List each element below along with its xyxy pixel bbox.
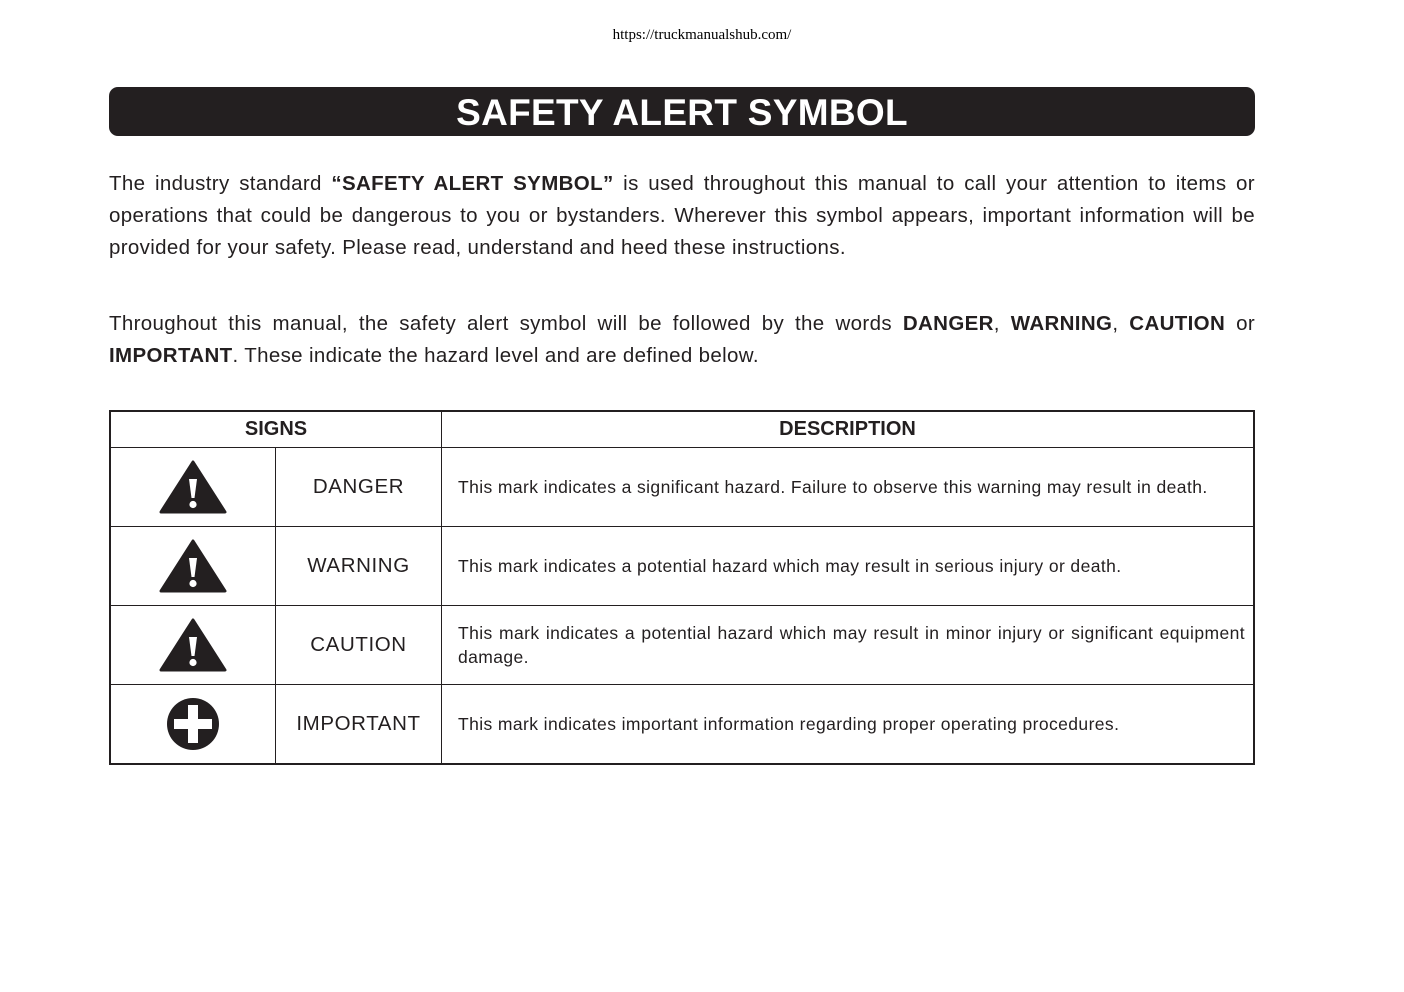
header-description: DESCRIPTION — [442, 411, 1255, 448]
sign-label: IMPORTANT — [276, 685, 442, 765]
warning-triangle-icon — [111, 538, 275, 594]
word-caution: CAUTION — [1129, 312, 1226, 335]
sign-description: This mark indicates a potential hazard which may result in serious injury or death. — [442, 527, 1255, 606]
sign-icon-cell — [110, 448, 276, 527]
separator: , — [1112, 312, 1130, 335]
signs-table — [109, 410, 1255, 765]
sign-description: This mark indicates important information regarding proper operating procedures. — [442, 685, 1255, 765]
source-url: https://truckmanualshub.com/ — [612, 27, 792, 43]
header-signs: SIGNS — [110, 411, 442, 448]
plus-circle-icon — [111, 696, 275, 752]
hazard-levels-paragraph — [109, 308, 1255, 372]
sign-label: WARNING — [276, 527, 442, 606]
table-header-row — [110, 411, 1254, 448]
separator: , — [993, 312, 1011, 335]
word-danger: DANGER — [902, 312, 994, 335]
levels-text-end: . These indicate the hazard level and are defined below. — [232, 344, 759, 367]
sign-icon-cell — [110, 527, 276, 606]
separator: or — [1225, 312, 1255, 335]
sign-label: DANGER — [276, 448, 442, 527]
table-row — [110, 685, 1254, 765]
intro-text-start: The industry standard — [109, 172, 332, 195]
word-important: IMPORTANT — [109, 344, 233, 367]
table-row — [110, 527, 1254, 606]
warning-triangle-icon — [111, 459, 275, 515]
word-warning: WARNING — [1010, 312, 1113, 335]
table-row — [110, 448, 1254, 527]
sign-description: This mark indicates a significant hazard. Failure to observe this warning may result in death. — [442, 448, 1255, 527]
table-row — [110, 606, 1254, 685]
intro-text-end: is used throughout this manual to call your attention to items or operations that could be dangerous to you or bystanders. Wherever this symbol appears, important information will be provided for your safety. Please read, understand and heed these instructions. — [109, 172, 1255, 259]
sign-icon-cell — [110, 685, 276, 765]
intro-paragraph — [109, 168, 1255, 264]
sign-description: This mark indicates a potential hazard which may result in minor injury or significant equipment damage. — [442, 606, 1255, 685]
levels-text-start: Throughout this manual, the safety alert symbol will be followed by the words — [109, 312, 903, 335]
sign-label: CAUTION — [276, 606, 442, 685]
symbol-name: “SAFETY ALERT SYMBOL” — [331, 172, 614, 195]
sign-icon-cell — [110, 606, 276, 685]
warning-triangle-icon — [111, 617, 275, 673]
page-title: SAFETY ALERT SYMBOL — [109, 87, 1255, 136]
